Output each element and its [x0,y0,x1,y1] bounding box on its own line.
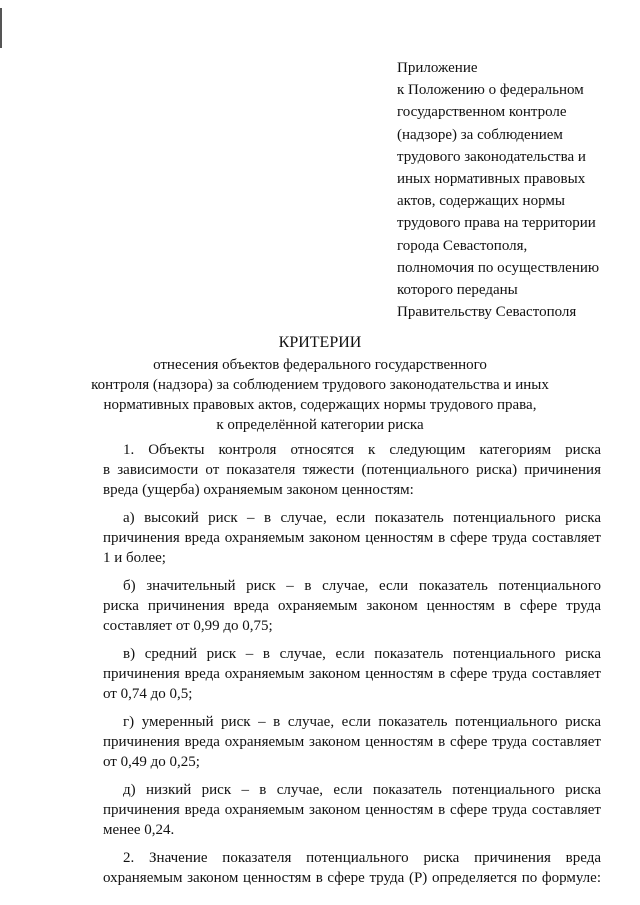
paragraph-line: причинения вреда охраняемым законом ценностям в сфере труда составляет [103,734,601,750]
paragraph-line: 1 и более; [103,550,166,566]
paragraph-g [103,712,601,772]
paragraph-a [103,508,601,568]
title-line: нормативных правовых актов, содержащих нормы трудового права, [103,397,537,413]
appendix-line: которого переданы [397,282,518,299]
paragraph-line: причинения вреда охраняемым законом ценностям в сфере труда составляет [103,666,601,682]
title-line: к определённой категории риска [216,417,424,433]
paragraph-line: д) низкий риск – в случае, если показатель потенциального риска [123,782,601,798]
document-body [103,440,601,896]
paragraph-line: вреда (ущерба) охраняемым законом ценностям: [103,482,414,498]
scan-edge-mark [0,8,2,48]
paragraph-1 [103,440,601,500]
title-line: контроля (надзора) за соблюдением трудового законодательства и иных [91,377,549,393]
paragraph-line: причинения вреда охраняемым законом ценностям в сфере труда составляет [103,802,601,818]
paragraph-line: охраняемым законом ценностям в сфере труда (Р) определяется по формуле: [103,870,601,886]
appendix-line: Приложение [397,60,478,76]
appendix-line: трудового законодательства и [397,148,586,165]
appendix-line: государственном контроле [397,104,567,121]
paragraph-line: в зависимости от показателя тяжести (потенциального риска) причинения [103,462,601,478]
title-line: отнесения объектов федерального государственного [153,357,487,373]
paragraph-v [103,644,601,704]
paragraph-line: 2. Значение показателя потенциального риска причинения вреда [123,850,601,866]
paragraph-line: менее 0,24. [103,822,175,838]
title-heading: КРИТЕРИИ [278,334,362,351]
paragraph-line: б) значительный риск – в случае, если показатель потенциального [123,578,601,594]
paragraph-b [103,576,601,636]
appendix-line: иных нормативных правовых [397,171,586,188]
paragraph-line: от 0,74 до 0,5; [103,686,193,702]
appendix-line: к Положению о федеральном [397,82,584,99]
paragraph-line: составляет от 0,99 до 0,75; [103,618,273,634]
paragraph-line: г) умеренный риск – в случае, если показатель потенциального риска [123,714,601,730]
appendix-line: города Севастополя, [397,237,528,254]
paragraph-2 [103,848,601,888]
paragraph-line: причинения вреда охраняемым законом ценностям в сфере труда составляет [103,530,601,546]
appendix-line: полномочия по осуществлению [397,259,600,276]
appendix-line: (надзоре) за соблюдением [397,126,563,143]
appendix-line: трудового права на территории [397,215,596,232]
appendix-block [397,57,627,323]
appendix-line: актов, содержащих нормы [397,193,565,210]
paragraph-line: риска причинения вреда охраняемым законом ценностям в сфере труда [103,598,601,614]
paragraph-d [103,780,601,840]
paragraph-line: а) высокий риск – в случае, если показатель потенциального риска [123,510,601,526]
appendix-line: Правительству Севастополя [397,304,577,321]
paragraph-line: в) средний риск – в случае, если показатель потенциального риска [123,646,601,662]
paragraph-line: 1. Объекты контроля относятся к следующим категориям риска [123,442,601,458]
paragraph-line: от 0,49 до 0,25; [103,754,200,770]
document-title [0,333,640,435]
